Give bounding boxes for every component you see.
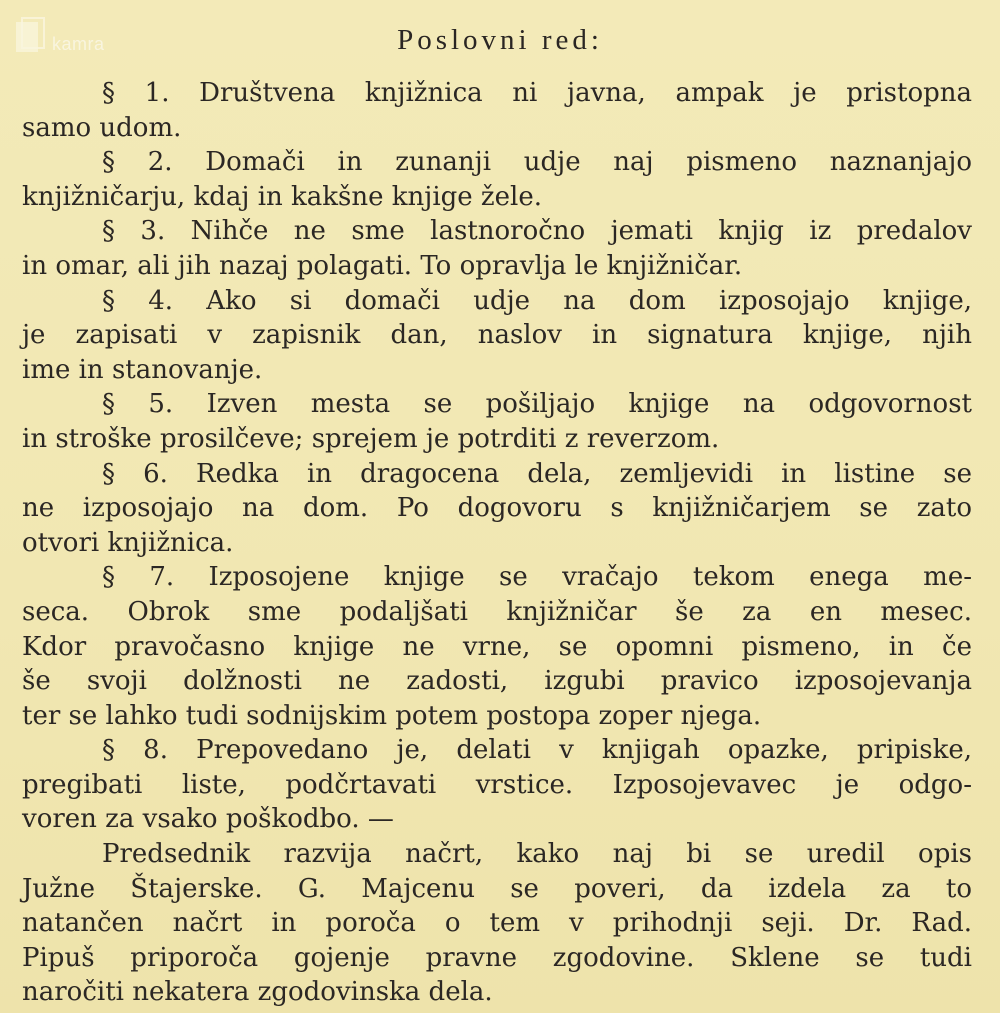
text-line <box>22 145 972 180</box>
text-line <box>22 318 972 353</box>
text-line-content: in omar, ali jih nazaj polagati. To opravlja le knjižničar. <box>22 250 743 281</box>
text-line-content: § 3. Nihče ne sme lastnoročno jemati knjig iz predalov <box>102 216 972 247</box>
text-line <box>22 560 972 595</box>
body-text <box>22 76 972 1010</box>
text-line <box>22 457 972 492</box>
text-line <box>22 526 972 561</box>
text-line <box>22 353 972 388</box>
text-line <box>22 941 972 976</box>
text-line-content: pregibati liste, podčrtavati vrstice. Izposojevavec je odgo- <box>22 769 972 800</box>
text-line <box>22 284 972 319</box>
text-line <box>22 906 972 941</box>
text-line <box>22 111 972 146</box>
text-line-content: § 7. Izposojene knjige se vračajo tekom enega me- <box>102 562 972 593</box>
text-line <box>22 768 972 803</box>
text-line-content: knjižničarju, kdaj in kakšne knjige žele. <box>22 181 542 212</box>
text-line-content: voren za vsako poškodbo. — <box>22 804 394 835</box>
text-line-content: naročiti nekatera zgodovinska dela. <box>22 977 493 1008</box>
text-line <box>22 491 972 526</box>
text-line <box>22 214 972 249</box>
text-line-content: natančen načrt in poroča o tem v prihodnji seji. Dr. Rad. <box>22 908 972 939</box>
watermark-text: kamra <box>52 34 105 54</box>
text-line-content: § 8. Prepovedano je, delati v knjigah opazke, pripiske, <box>102 735 972 766</box>
page-title: Poslovni red: <box>397 24 603 56</box>
text-line-content: Pipuš priporoča gojenje pravne zgodovine. Sklene se tudi <box>22 942 972 973</box>
text-line <box>22 422 972 457</box>
text-line <box>22 249 972 284</box>
text-line <box>22 802 972 837</box>
text-line-content: in stroške prosilčeve; sprejem je potrditi z reverzom. <box>22 423 720 454</box>
text-line <box>22 837 972 872</box>
text-line-content: ime in stanovanje. <box>22 354 263 385</box>
text-line <box>22 664 972 699</box>
text-line-content: § 5. Izven mesta se pošiljajo knjige na odgovornost <box>102 389 972 420</box>
text-line <box>22 975 972 1010</box>
text-line-content: § 2. Domači in zunanji udje naj pismeno naznanjajo <box>102 147 972 178</box>
text-line <box>22 387 972 422</box>
text-line-content: § 4. Ako si domači udje na dom izposojajo knjige, <box>102 285 972 316</box>
text-line-content: § 6. Redka in dragocena dela, zemljevidi in listine se <box>102 458 972 489</box>
text-line <box>22 180 972 215</box>
text-line-content: Južne Štajerske. G. Majcenu se poveri, da izdela za to <box>22 873 972 904</box>
text-line-content: ter se lahko tudi sodnijskim potem postopa zoper njega. <box>22 700 762 731</box>
text-line <box>22 630 972 665</box>
text-line-content: samo udom. <box>22 112 182 143</box>
text-line <box>22 699 972 734</box>
text-line <box>22 733 972 768</box>
text-line-content: Predsednik razvija načrt, kako naj bi se uredil opis <box>102 839 972 870</box>
text-line-content: je zapisati v zapisnik dan, naslov in signatura knjige, njih <box>22 320 972 351</box>
text-line-content: § 1. Društvena knjižnica ni javna, ampak je pristopna <box>102 78 972 108</box>
text-line <box>22 76 972 111</box>
text-line-content: otvori knjižnica. <box>22 527 234 558</box>
text-line-content: ne izposojajo na dom. Po dogovoru s knjižničarjem se zato <box>22 493 972 524</box>
text-line-content: še svoji dolžnosti ne zadosti, izgubi pravico izposojevanja <box>22 666 972 697</box>
text-line <box>22 595 972 630</box>
text-line <box>22 872 972 907</box>
text-line-content: Kdor pravočasno knjige ne vrne, se opomni pismeno, in če <box>22 631 972 662</box>
text-line-content: seca. Obrok sme podaljšati knjižničar še za en mesec. <box>22 596 972 627</box>
